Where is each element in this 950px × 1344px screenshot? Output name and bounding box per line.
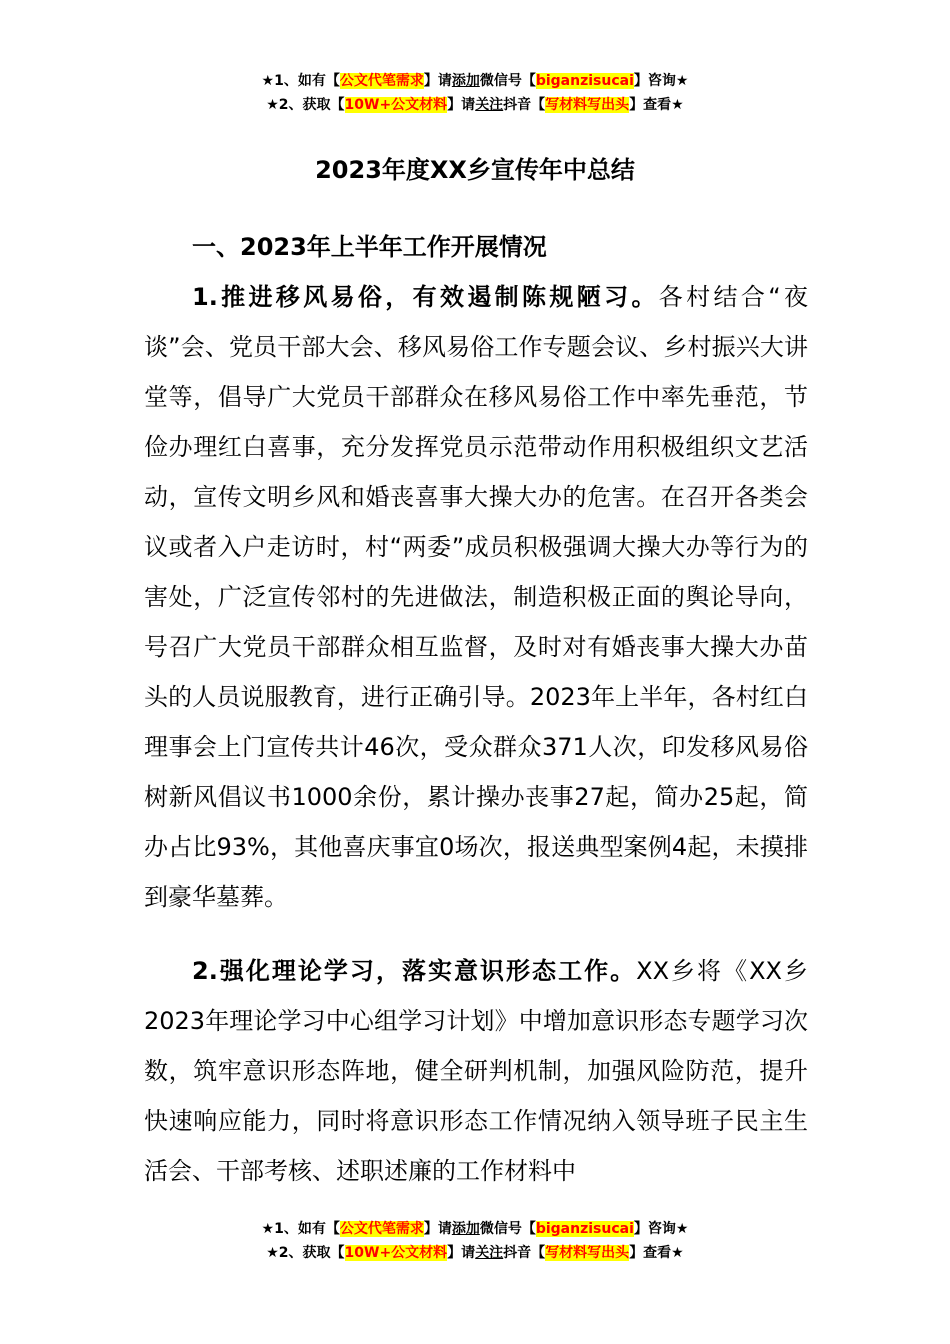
paragraph-text: XX乡将《XX乡2023年理论学习中心组学习计划》中增加意识形态专题学习次数，筑牢意识形态阵地，健全研判机制，加强风险防范，提升快速响应能力，同时将意识形态工作情况纳入领导班子民主生活会、干部考核、述职述廉的工作材料中: [144, 957, 808, 1185]
promo-highlight: 公文代笔需求: [339, 73, 424, 89]
promo-text: 抖音【: [503, 97, 546, 113]
promo-text: ★2、获取【: [266, 1245, 345, 1261]
promo-banner-bottom: [0, 1217, 950, 1265]
section-heading: 一、2023年上半年工作开展情况: [192, 233, 547, 261]
promo-line-1: [0, 69, 950, 93]
promo-line-2: [0, 1241, 950, 1265]
promo-underlined: 关注: [475, 1245, 504, 1261]
promo-underlined: 添加: [451, 1221, 480, 1237]
document-body: [144, 222, 808, 1220]
promo-highlight: 公文代笔需求: [339, 1221, 424, 1237]
promo-text: 】查看★: [629, 97, 684, 113]
promo-text: 微信号【: [479, 73, 536, 89]
paragraph-1: [144, 272, 808, 922]
promo-text: ★2、获取【: [266, 97, 345, 113]
promo-text: 微信号【: [479, 1221, 536, 1237]
promo-line-2: [0, 93, 950, 117]
promo-highlight-douyin: 写材料写出头: [545, 1245, 630, 1261]
paragraph-lead: 1.推进移风易俗，有效遏制陈规陋习。: [192, 283, 659, 311]
promo-text: ★1、如有【: [261, 1221, 340, 1237]
paragraph-text: 各村结合“夜谈”会、党员干部大会、移风易俗工作专题会议、乡村振兴大讲堂等，倡导广大党员干部群众在移风易俗工作中率先垂范，节俭办理红白喜事，充分发挥党员示范带动作用积极组织文艺活动，宣传文明乡风和婚丧喜事大操大办的危害。在召开各类会议或者入户走访时，村“两委”成员积极强调大操大办等行为的害处，广泛宣传邻村的先进做法，制造积极正面的舆论导向，号召广大党员干部群众相互监督，及时对有婚丧事大操大办苗头的人员说服教育，进行正确引导。2023年上半年，各村红白理事会上门宣传共计46次，受众群众371人次，印发移风易俗树新风倡议书1000余份，累计操办丧事27起，简办25起，简办占比93%，其他喜庆事宜0场次，报送典型案例4起，未摸排到豪华墓葬。: [144, 283, 808, 911]
promo-highlight: 10W+公文材料: [344, 1245, 448, 1261]
promo-underlined: 关注: [475, 97, 504, 113]
promo-text: 】咨询★: [633, 73, 689, 89]
promo-line-1: [0, 1217, 950, 1241]
promo-text: 】请: [447, 97, 476, 113]
promo-text: 】请: [423, 73, 452, 89]
promo-highlight: 10W+公文材料: [344, 97, 448, 113]
promo-underlined: 添加: [451, 73, 480, 89]
promo-text: 抖音【: [503, 1245, 546, 1261]
promo-text: 】请: [423, 1221, 452, 1237]
document-title: 2023年度XX乡宣传年中总结: [315, 156, 635, 184]
promo-text: 】请: [447, 1245, 476, 1261]
promo-text: 】查看★: [629, 1245, 684, 1261]
promo-banner-top: [0, 69, 950, 117]
promo-text: ★1、如有【: [261, 73, 340, 89]
paragraph-2: [144, 946, 808, 1196]
paragraph-lead: 2.强化理论学习，落实意识形态工作。: [192, 957, 637, 985]
promo-highlight-douyin: 写材料写出头: [545, 97, 630, 113]
promo-highlight-wechat: biganzisucai: [535, 73, 634, 89]
promo-text: 】咨询★: [633, 1221, 689, 1237]
promo-highlight-wechat: biganzisucai: [535, 1221, 634, 1237]
